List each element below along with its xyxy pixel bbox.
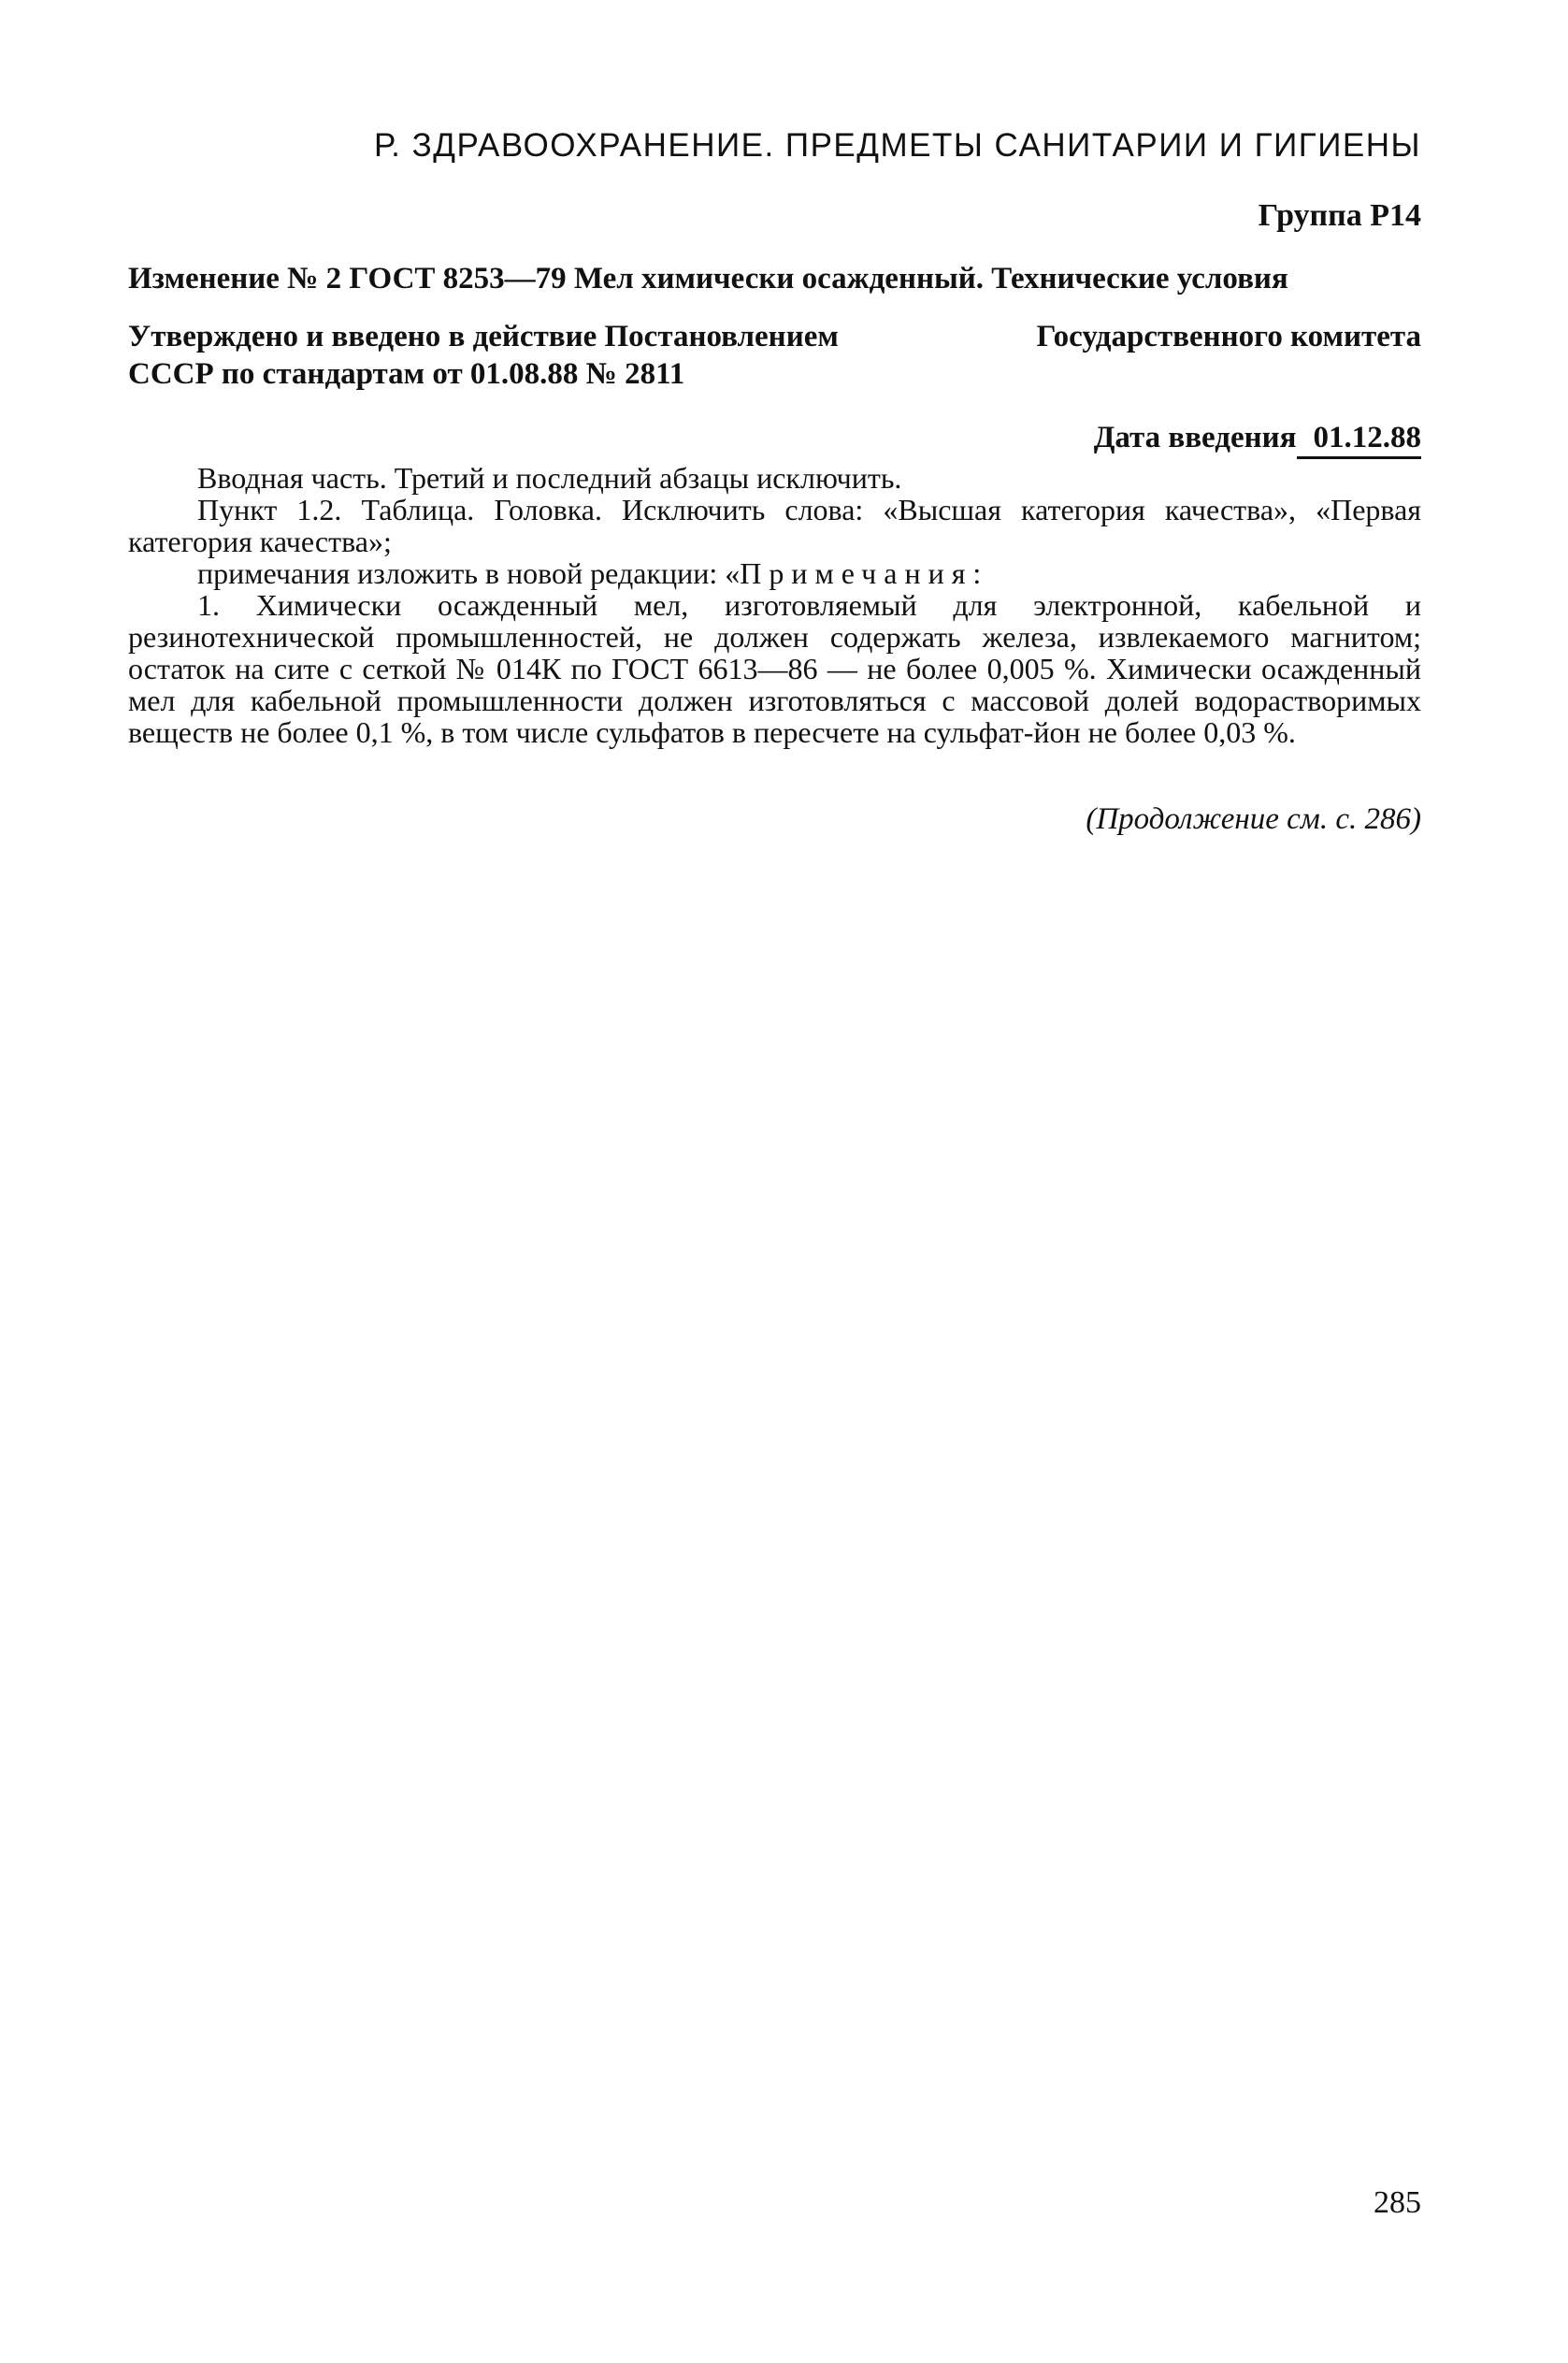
section-header: Р. ЗДРАВООХРАНЕНИЕ. ПРЕДМЕТЫ САНИТАРИИ И ГИГИЕНЫ xyxy=(373,127,1421,164)
approval-line-1 xyxy=(128,318,1421,355)
date-value: 01.12.88 xyxy=(1297,419,1422,459)
group-code: Группа Р14 xyxy=(1258,198,1421,233)
introduction-date xyxy=(1094,419,1421,459)
paragraph-notes-intro xyxy=(128,557,1421,589)
page-number: 285 xyxy=(1374,2185,1421,2220)
notes-suffix: : xyxy=(972,556,982,590)
continuation-note: (Продолжение см. с. 286) xyxy=(1086,802,1421,836)
notes-prefix: примечания изложить в новой редакции: « xyxy=(197,556,741,590)
approval-text-left: Утверждено и введено в действие Постановлением xyxy=(128,320,839,353)
date-label: Дата введения xyxy=(1093,421,1297,454)
paragraph-intro: Вводная часть. Третий и последний абзацы исключить. xyxy=(197,461,902,495)
paragraph-item-1-2: Пункт 1.2. Таблица. Головка. Исключить слова: «Высшая категория качества», «Первая категория качества»; xyxy=(128,493,1421,558)
approval-text-right: Государственного комитета xyxy=(1036,320,1421,353)
paragraph-note-1: 1. Химически осажденный мел, изготовляемый для электронной, кабельной и резинотехнической промышленностей, не должен содержать железа, извлекаемого магнитом; остаток на сите с сеткой № 014К по ГОСТ 6613—86 — не более 0,005 %. Химически осажденный мел для кабельной промышленности должен изготовляться с массовой долей водорастворимых веществ не более 0,1 %, в том числе сульфатов в пересчете на сульфат-йон не более 0,03 %. xyxy=(128,588,1421,749)
approval-line-2: СССР по стандартам от 01.08.88 № 2811 xyxy=(128,357,685,391)
approval-statement xyxy=(128,318,1421,393)
change-title: Изменение № 2 ГОСТ 8253—79 Мел химически осажденный. Технические условия xyxy=(128,262,1288,295)
body-text xyxy=(128,462,1421,748)
notes-word: Примечания xyxy=(740,556,973,590)
document-page xyxy=(128,0,1421,2363)
